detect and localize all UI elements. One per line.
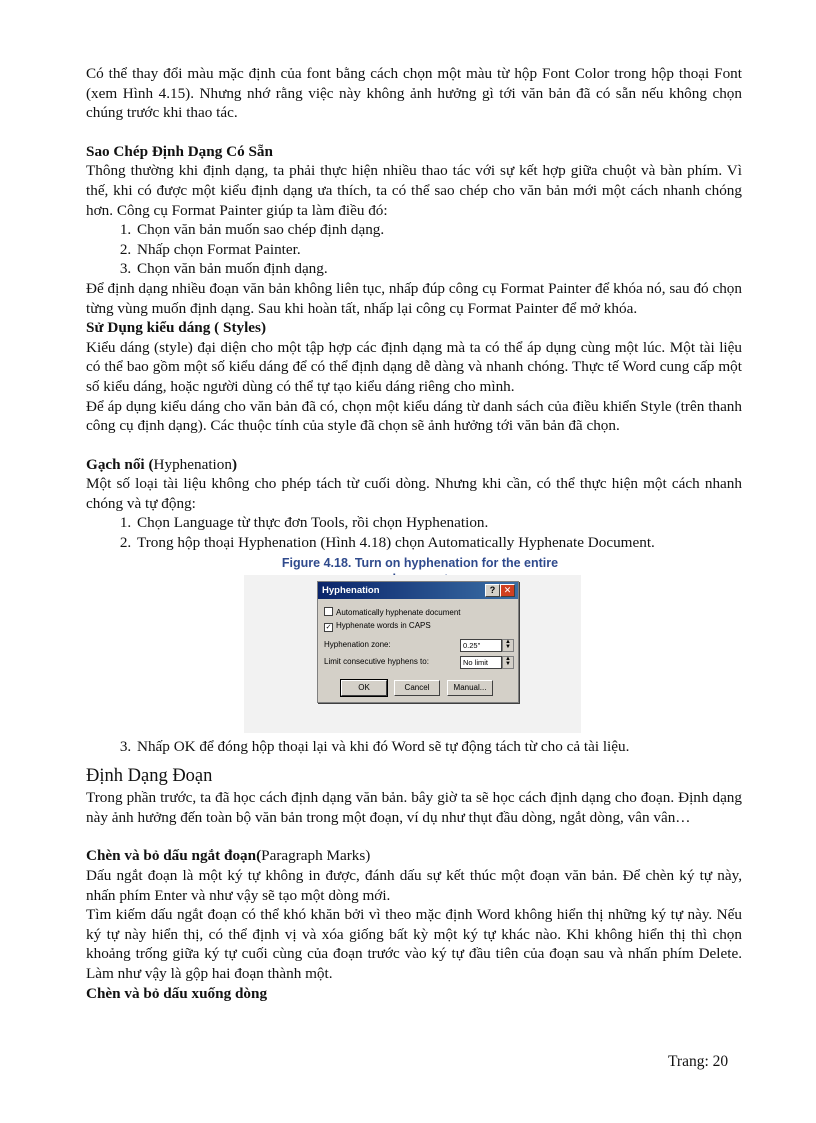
figure-4-18 [86,555,742,733]
ok-button[interactable]: OK [341,680,387,696]
list-item: 1. Chọn văn bản muốn sao chép định dạng. [135,220,742,240]
page-body [86,64,742,1003]
cancel-button[interactable]: Cancel [394,680,440,696]
list-item: 3. Chọn văn bản muốn định dạng. [135,259,742,279]
hyphenation-heading [86,455,742,475]
hyphenation-dialog [317,581,519,703]
paragraph-marks-paragraph-2: Tìm kiếm dấu ngắt đoạn có thể khó khăn bởi vì theo mặc định Word không hiển thị những ký tự này. Nếu ký tự này hiển thị, có thể định vị và xóa giống bất kỳ một ký tự khác nào. Khi không hiển thị thì chọn khoảng trống giữa ký tự cuối cùng của đoạn trước vào ký tự đầu tiên của đoạn sau và nhấn phím Delete. Làm như vậy là gộp hai đoạn thành một. [86,906,742,982]
copy-format-after: Để định dạng nhiều đoạn văn bản không liên tục, nhấp đúp công cụ Format Painter để khóa nó, sau đó chọn từng vùng muốn định dạng. Sau khi hoàn tất, nhấp lại công cụ Format Painter để mở khóa. [86,279,742,317]
hyphenation-zone-input[interactable]: 0.25" [460,639,502,652]
copy-format-heading: Sao Chép Định Dạng Có Sẵn [86,142,273,160]
hyphenation-zone-label: Hyphenation zone: [324,639,391,649]
hyphenate-caps-label: Hyphenate words in CAPS [336,620,431,630]
hyphenation-paragraph: Một số loại tài liệu không cho phép tách từ cuối dòng. Nhưng khi cần, có thể thực hiện một cách nhanh chóng và tự động: [86,475,742,512]
limit-hyphens-label: Limit consecutive hyphens to: [324,656,429,666]
list-item: 2. Trong hộp thoại Hyphenation (Hình 4.18) chọn Automatically Hyphenate Document. [135,533,742,553]
manual-button[interactable]: Manual... [447,680,493,696]
limit-spinner-icon[interactable]: ▲ ▼ [502,656,514,669]
list-item: 3. Nhấp OK để đóng hộp thoại lại và khi đó Word sẽ tự động tách từ cho cả tài liệu. [135,737,742,757]
auto-hyphenate-label: Automatically hyphenate document [336,607,461,617]
paragraph-marks-heading-bold: Chèn và bỏ dấu ngắt đoạn( [86,847,262,865]
checkbox-empty-icon[interactable] [324,607,333,616]
zone-spinner-icon[interactable]: ▲ ▼ [502,639,514,652]
close-icon[interactable]: ✕ [500,584,515,597]
auto-hyphenate-checkbox[interactable] [324,607,461,619]
paragraph-marks-paragraph-1: Dấu ngắt đoạn là một ký tự không in được, đánh dấu sự kết thúc một đoạn văn bản. Để chèn ký tự này, nhấn phím Enter và như vậy sẽ tạo một dòng mới. [86,867,742,904]
paragraph-marks-heading [86,846,742,866]
list-item: 1. Chọn Language từ thực đơn Tools, rồi chọn Hyphenation. [135,513,742,533]
help-icon[interactable]: ? [485,584,500,597]
copy-format-paragraph: Thông thường khi định dạng, ta phải thực hiện nhiều thao tác với sự kết hợp giữa chuột và bàn phím. Vì thế, khi có được một kiểu định dạng ưa thích, ta có thể sao chép cho văn bản mới một cách nhanh chóng hơn. Công cụ Format Painter giúp ta làm điều đó: [86,162,742,219]
hyphenation-step-3 [86,737,742,757]
list-item: 2. Nhấp chọn Format Painter. [135,240,742,260]
intro-paragraph: Có thể thay đổi màu mặc định của font bằng cách chọn một màu từ hộp Font Color trong hộp thoại Font (xem Hình 4.15). Nhưng nhớ rằng việc này không ảnh hưởng gì tới văn bản đã có sẵn nếu không chọn chúng trước khi thao tác. [86,65,742,122]
dialog-titlebar [318,582,518,599]
hyphenation-heading-plain: Hyphenation [153,455,232,473]
copy-format-steps [86,220,742,279]
line-break-heading: Chèn và bỏ dấu xuống dòng [86,984,268,1002]
checkmark-icon[interactable]: ✓ [325,623,332,631]
styles-paragraph-1: Kiểu dáng (style) đại diện cho một tập hợp các định dạng mà ta có thể áp dụng cùng một lúc. Một tài liệu có thể bao gồm một số kiểu dáng để có thể định dạng dễ dàng và nhanh chóng. Thực tế Word cung cấp một số kiểu dáng, hoặc người dùng có thể tự tạo kiểu dáng riêng cho mình. [86,338,742,395]
limit-hyphens-input[interactable]: No limit [460,656,502,669]
paragraph-format-title: Định Dạng Đoạn [86,766,213,787]
figure-caption: Figure 4.18. Turn on hyphenation for the entire [281,555,559,570]
hyphenate-caps-checkbox[interactable] [324,620,431,632]
paragraph-format-paragraph: Trong phần trước, ta đã học cách định dạng văn bản. bây giờ ta sẽ học cách định dạng cho đoạn. Định dạng này ảnh hưởng đến toàn bộ văn bản trong một đoạn, ví dụ như thụt đầu dòng, ngắt dòng, vân vân… [86,789,742,826]
styles-heading: Sử Dụng kiểu dáng ( Styles) [86,319,267,337]
hyphenation-heading-bold: Gạch nối ( [86,455,154,473]
hyphenation-steps [86,513,742,552]
hyphenation-heading-close: ) [231,455,238,473]
dialog-title: Hyphenation [322,584,380,596]
paragraph-marks-heading-plain: Paragraph Marks) [261,847,371,865]
styles-paragraph-2: Để áp dụng kiểu dáng cho văn bản đã có, chọn một kiểu dáng từ danh sách của điều khiển Style (trên thanh công cụ định dạng). Các thuộc tính của style đã chọn sẽ ảnh hưởng tới văn bản đã chọn. [86,397,742,435]
page-number: Trang: 20 [668,1053,729,1070]
